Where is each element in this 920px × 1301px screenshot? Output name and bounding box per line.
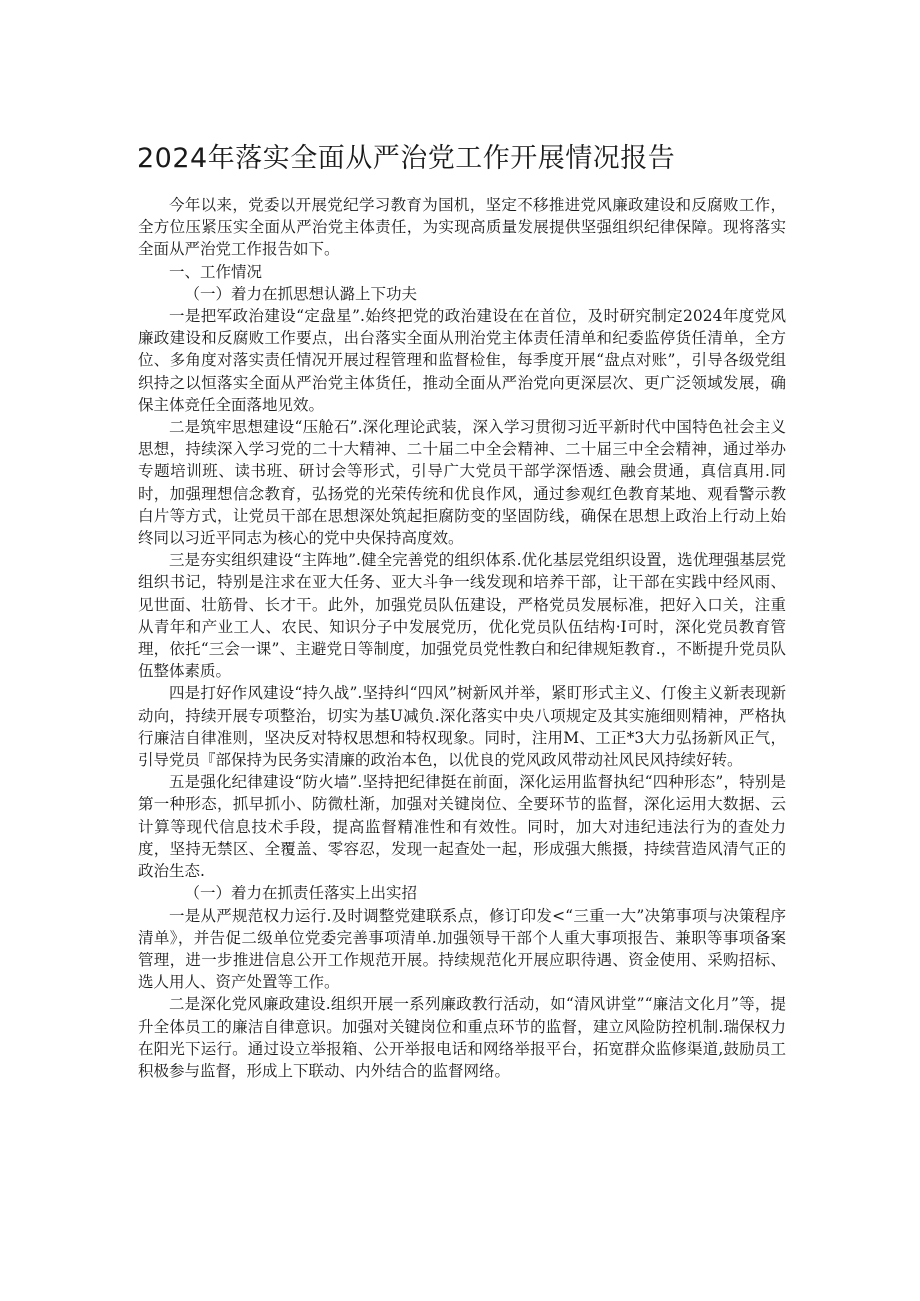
intro-paragraph: 今年以来，党委以开展党纪学习教育为国机，坚定不移推进党风廉政建设和反腐败工作，全方位压紧压实全面从严治党主体责任，为实现高质量发展提供坚强组织纪律保障。现将落实全面从严治党工作报告如下。 [138, 196, 786, 259]
document-body [138, 194, 786, 1082]
body-paragraph: 四是打好作风建设“持久战”.坚持纠“四风”树新风并举，紧盯形式主义、仃俊主义新表现新动向，持续开展专项整治，切实为基U减负.深化落实中央八项规定及其实施细则精神，严格执行廉洁自律准则，坚决反对特权思想和特权现象。同时，注用M、工正*3大力弘扬新风正气，引导党员『部保持为民务实清廉的政治本色，以优良的党风政风带动社风民风持续好转。 [138, 684, 786, 770]
body-paragraph: 五是强化纪律建设“防火墙”.坚持把纪律挺在前面，深化运用监督执纪“四种形态”，特别是第一种形态，抓早抓小、防微杜渐，加强对关键岗位、全要环节的监督，深化运用大数据、云计算等现代信息技术手段，提高监督精准性和有效性。同时，加大对违纪违法行为的查处力度，坚持无禁区、全覆盖、零容忍，发现一起查处一起，形成强大熊摄，持续营造风清气正的政治生态. [138, 773, 786, 881]
body-paragraph: 二是深化党风廉政建设.组织开展一系列廉政教行活动，如“清风讲堂”“廉洁文化月”等，提升全体员工的廉洁自律意识。加强对关键岗位和重点环节的监督，建立风险防控机制.瑞保权力在阳光下运行。通过设立举报箱、公开举报电话和网络举报平台，拓宽群众监修渠道,鼓励员工积极参与监督，形成上下联动、内外结合的监督网络。 [138, 995, 786, 1080]
subsection-heading: （一）着力在抓思想认潞上下功夫 [184, 284, 418, 303]
body-paragraph: 一是把军政治建设“定盘星”.始终把党的政治建设在在首位，及时研究制定2024年度党风廉政建设和反腐败工作要点，出台落实全面从刑治党主体责任清单和纪委监停货任清单，全方位、多角度对落实责任情况开展过程管理和监督检隹，每季度开展“盘点对账”，引导各级党组织持之以恒落实全面从严治党主体货任，推动全面从严治党向更深层次、更广泛领域发展，确保主体竞任全面落地见效。 [138, 307, 786, 414]
body-paragraph: 一是从严规范权力运行.及时调整党建联系点，修订印发<“三重一大”决第事项与决策程序清单》，并告促二级单位党委完善事项清单.加强领导干部个人重大事项报告、兼职等事项备案管理，进一步推进信息公开工作规范开展。持续规范化开展应职待遇、资金使用、采购招标、选人用人、资产处置等工作。 [138, 906, 786, 992]
body-paragraph: 三是夯实组织建设“主阵地”.健全完善党的组织体系.优化基层党组织设置，选优理强基层党组织书记，特别是注求在亚大任务、亚大斗争一线发现和培养干部，让干部在实践中经风雨、见世面、壮筋骨、长才干。此外，加强党员队伍建设，严格党员发展标准，把好入口关，注重从青年和产业工人、农民、知识分子中发展党历，优化党员队伍结构·I可时，深化党员教育管理，依托“三会一课”、主避党日等制度，加强党员党性教白和纪律规矩教育.，不断提升党员队伍整体素质。 [138, 551, 786, 681]
document-title: 2024年落实全面从严治党工作开展情况报告 [137, 143, 676, 174]
section-heading: 一、工作情况 [169, 262, 263, 281]
subsection-heading: （一）着力在抓责任落实上出实招 [184, 884, 418, 903]
body-paragraph: 二是筑牢思想建设“压舱石”.深化理论武装，深入学习贯彻习近平新时代中国特色社会主义思想，持续深入学习党的二十大精神、二十届二中全会精神、二十届三中全会精神，通过举办专题培训班、读书班、研讨会等形式，引导广大党员干部学深悟透、融会贯通，真信真用.同时，加强理想信念教育，弘扬党的光荣传统和优良作风，通过参观红色教育某地、观看警示教白片等方式，让党员干部在思想深处筑起拒腐防变的坚固防线，确保在思想上政治上行动上始终同以习近平同志为核心的党中央保持高度效。 [138, 418, 786, 548]
